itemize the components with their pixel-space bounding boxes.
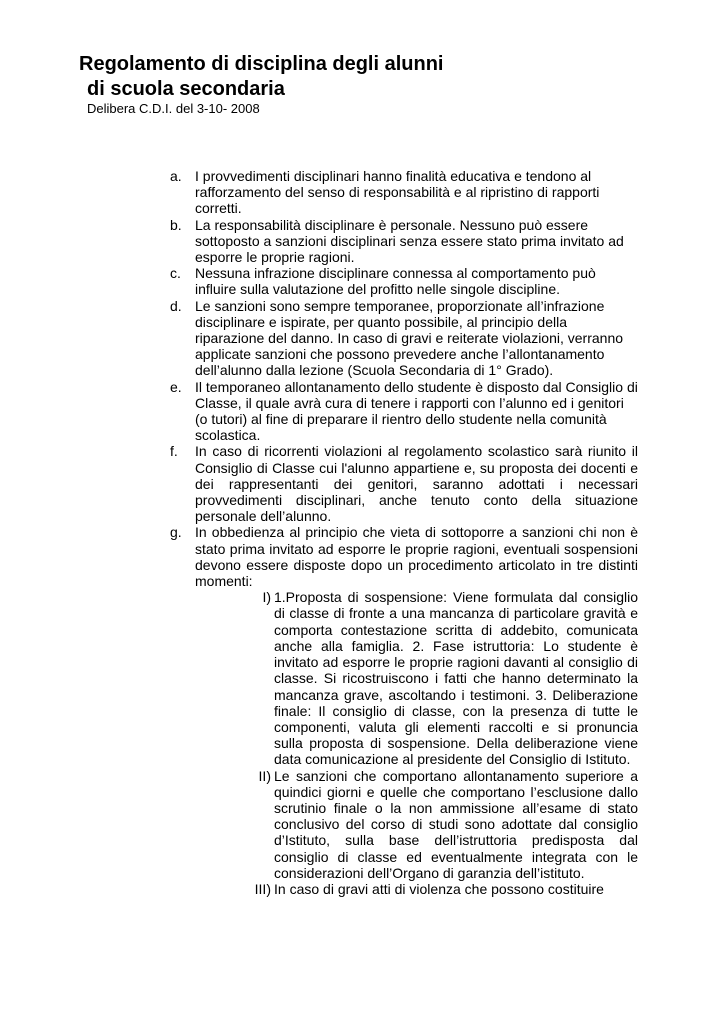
list-item-text: In caso di ricorrenti violazioni al regolamento scolastico sarà riunito il Consiglio di Classe cui l'alunno appartiene e, su proposta dei docenti e dei rappresentanti dei genitori, saranno adottati i necessari provvedimenti disciplinari, anche tenuto conto della situazione personale dell’alunno. — [195, 443, 638, 525]
list-item — [170, 524, 638, 897]
list-item — [170, 265, 638, 297]
list-item — [170, 443, 638, 524]
list-item — [170, 217, 638, 266]
list-item-text: La responsabilità disciplinare è personale. Nessuno può essere sottoposto a sanzioni disciplinari senza essere stato prima invitato ad esporre le proprie ragioni. — [195, 216, 624, 266]
sublist-marker: I) — [262, 589, 271, 606]
sublist-item-text: 1.Proposta di sospensione: Viene formulata dal consiglio di classe di fronte a una mancanza di particolare gravità e comporta contestazione scritta di addebito, comunicata anche alla famiglia. 2. Fase istruttoria: Lo studente è invitato ad esporre le proprie ragioni davanti al consiglio di classe. Si ricostruiscono i fatti che hanno determinato la mancanza grave, ascoltando i testimoni. 3. Deliberazione finale: Il consiglio di classe, con la presenza di tutte le componenti, valuta gli elementi raccolti e si pronuncia sulla proposta di sospensione. Della deliberazione viene data comunicazione al presidente del Consiglio di Istituto. — [274, 589, 638, 768]
title-line-2: di scuola secondaria — [87, 78, 285, 100]
document-subtitle: Delibera C.D.I. del 3-10- 2008 — [87, 101, 260, 116]
sublist-item-text: In caso di gravi atti di violenza che possono costituire — [274, 880, 604, 897]
list-item — [170, 168, 638, 217]
list-marker: c. — [170, 265, 181, 282]
list-marker: a. — [170, 168, 182, 184]
sublist-marker: II) — [258, 767, 271, 784]
list-marker: b. — [170, 216, 182, 233]
list-item — [170, 298, 638, 379]
list-item-text: In obbedienza al principio che vieta di sottoporre a sanzioni chi non è stato prima invitato ad esporre le proprie ragioni, eventuali sospensioni devono essere disposte dopo un procedimento articolato in tre distinti momenti: — [195, 524, 638, 590]
sublist-item — [227, 589, 638, 767]
document-title — [79, 52, 443, 102]
rules-list — [170, 168, 638, 897]
title-line-1: Regolamento di disciplina degli alunni — [79, 53, 444, 75]
list-marker: f. — [170, 443, 178, 460]
list-item — [170, 379, 638, 444]
list-item-text: I provvedimenti disciplinari hanno finalità educativa e tendono al rafforzamento del senso di responsabilità e al ripristino di rapporti corretti. — [195, 168, 600, 217]
sublist-item — [227, 881, 638, 897]
list-item-text: Nessuna infrazione disciplinare connessa al comportamento può influire sulla valutazione del profitto nelle singole discipline. — [195, 265, 596, 298]
sublist-marker: III) — [254, 880, 271, 897]
list-item-text: Le sanzioni sono sempre temporanee, proporzionate all’infrazione disciplinare e ispirate, per quanto possibile, al principio della riparazione del danno. In caso di gravi e reiterate violazioni, verranno applicate sanzioni che possono prevedere anche l’allontanamento dell’alunno dalla lezione (Scuola Secondaria di 1° Grado). — [195, 297, 624, 379]
list-marker: g. — [170, 524, 182, 541]
procedure-sublist — [227, 589, 638, 897]
sublist-item — [227, 768, 638, 881]
list-marker: e. — [170, 378, 182, 395]
list-item-text: Il temporaneo allontanamento dello studente è disposto dal Consiglio di Classe, il quale avrà cura di tenere i rapporti con l’alunno ed i genitori (o tutori) al fine di preparare il rientro dello studente nella comunità scolastica. — [195, 378, 638, 444]
sublist-item-text: Le sanzioni che comportano allontanamento superiore a quindici giorni e quelle che comportano l’esclusione dallo scrutinio finale o la non ammissione all’esame di stato conclusivo del corso di studi sono adottate dal consiglio d’Istituto, sulla base dell’istruttoria predisposta dal consiglio di classe ed eventualmente integrata con le considerazioni dell’Organo di garanzia dell’istituto. — [274, 767, 638, 881]
list-marker: d. — [170, 297, 182, 314]
